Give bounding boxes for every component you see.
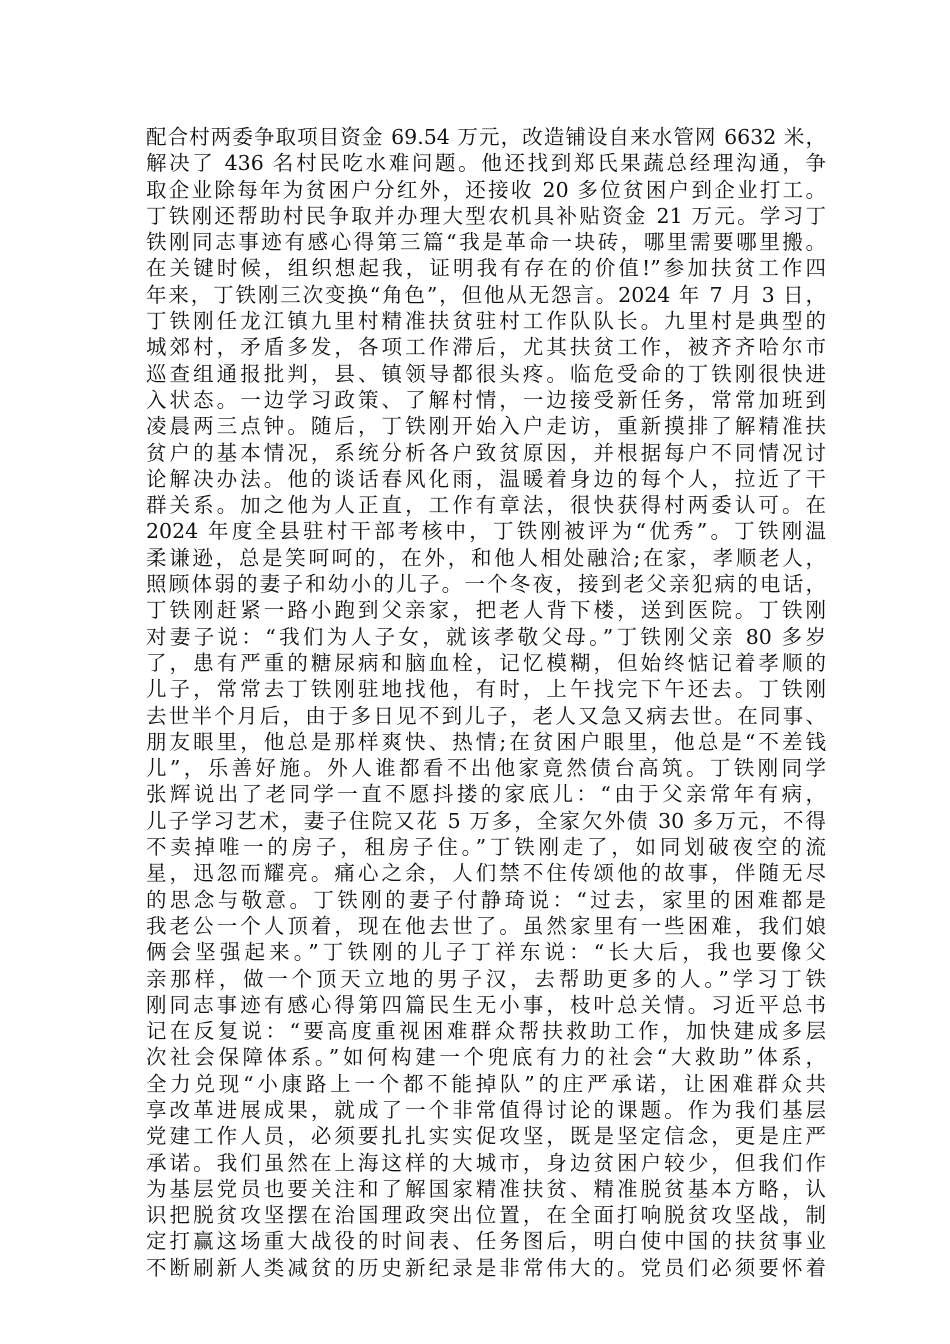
- text-line: 不卖掉唯一的房子，租房子住。”丁铁刚走了，如同划破夜空的流: [146, 835, 826, 860]
- text-line: 巡查组通报批判，县、镇领导都很头疼。临危受命的丁铁刚很快进: [146, 361, 826, 386]
- text-line: 解决了 436 名村民吃水难问题。他还找到郑氏果蔬总经理沟通，争: [146, 151, 826, 176]
- text-line: 为基层党员也要关注和了解国家精准扶贫、精准脱贫基本方略，认: [146, 1176, 826, 1201]
- text-line: 次社会保障体系。”如何构建一个兜底有力的社会“大救助”体系，: [146, 1045, 826, 1070]
- text-line: 儿子学习艺术，妻子住院又花 5 万多，全家欠外债 30 多万元，不得: [146, 808, 826, 833]
- text-line: 的思念与敬意。丁铁刚的妻子付静琦说：“过去，家里的困难都是: [146, 887, 826, 912]
- text-line: 张辉说出了老同学一直不愿抖搂的家底儿：“由于父亲常年有病，: [146, 782, 826, 807]
- text-line: 亲那样，做一个顶天立地的男子汉，去帮助更多的人。”学习丁铁: [146, 966, 826, 991]
- text-line: 党建工作人员，必须要扎扎实实促攻坚，既是坚定信念，更是庄严: [146, 1124, 826, 1149]
- body-text: [146, 124, 826, 1281]
- text-line: 朋友眼里，他总是那样爽快、热情;在贫困户眼里，他总是“不差钱: [146, 729, 826, 754]
- text-line: 铁刚同志事迹有感心得第三篇“我是革命一块砖，哪里需要哪里搬。: [146, 230, 826, 255]
- text-line: 不断刷新人类减贫的历史新纪录是非常伟大的。党员们必须要怀着: [146, 1255, 826, 1280]
- text-line: 定打赢这场重大战役的时间表、任务图后，明白使中国的扶贫事业: [146, 1229, 826, 1254]
- text-line: 我老公一个人顶着，现在他去世了。虽然家里有一些困难，我们娘: [146, 913, 826, 938]
- text-line: 儿子，常常去丁铁刚驻地找他，有时，上午找完下午还去。丁铁刚: [146, 677, 826, 702]
- text-line: 城郊村，矛盾多发，各项工作滞后，尤其扶贫工作，被齐齐哈尔市: [146, 335, 826, 360]
- text-line: 年来，丁铁刚三次变换“角色”，但他从无怨言。2024 年 7 月 3 日，: [146, 282, 826, 307]
- text-line: 刚同志事迹有感心得第四篇民生无小事，枝叶总关情。习近平总书: [146, 992, 826, 1017]
- text-line: 入状态。一边学习政策、了解村情，一边接受新任务，常常加班到: [146, 387, 826, 412]
- text-line: 承诺。我们虽然在上海这样的大城市，身边贫困户较少，但我们作: [146, 1150, 826, 1175]
- text-line: 丁铁刚还帮助村民争取并办理大型农机具补贴资金 21 万元。学习丁: [146, 203, 826, 228]
- text-line: 凌晨两三点钟。随后，丁铁刚开始入户走访，重新摸排了解精准扶: [146, 414, 826, 439]
- text-line: 贫户的基本情况，系统分析各户致贫原因，并根据每户不同情况讨: [146, 440, 826, 465]
- text-line: 配合村两委争取项目资金 69.54 万元，改造铺设自来水管网 6632 米，: [146, 125, 826, 149]
- text-line: 全力兑现“小康路上一个都不能掉队”的庄严承诺，让困难群众共: [146, 1071, 826, 1096]
- text-line: 群关系。加之他为人正直，工作有章法，很快获得村两委认可。在: [146, 493, 826, 518]
- text-line: 识把脱贫攻坚摆在治国理政突出位置，在全面打响脱贫攻坚战，制: [146, 1203, 826, 1228]
- text-line: 星，迅忽而耀亮。痛心之余，人们禁不住传颂他的故事，伴随无尽: [146, 861, 826, 886]
- text-line: 对妻子说：“我们为人子女，就该孝敬父母。”丁铁刚父亲 80 多岁: [146, 624, 826, 649]
- text-line: 在关键时候，组织想起我，证明我有存在的价值!”参加扶贫工作四: [146, 256, 826, 281]
- text-line: 柔谦逊，总是笑呵呵的，在外，和他人相处融洽;在家，孝顺老人，: [146, 545, 826, 570]
- text-line: 去世半个月后，由于多日见不到儿子，老人又急又病去世。在同事、: [146, 703, 826, 728]
- text-line: 丁铁刚任龙江镇九里村精准扶贫驻村工作队队长。九里村是典型的: [146, 309, 826, 334]
- text-line: 享改革进展成果，就成了一个非常值得讨论的课题。作为我们基层: [146, 1097, 826, 1122]
- text-line: 俩会坚强起来。”丁铁刚的儿子丁祥东说：“长大后，我也要像父: [146, 940, 826, 965]
- text-line: 取企业除每年为贫困户分红外，还接收 20 多位贫困户到企业打工。: [146, 177, 826, 202]
- text-line: 论解决办法。他的谈话春风化雨，温暖着身边的每个人，拉近了干: [146, 466, 826, 491]
- text-line: 丁铁刚赶紧一路小跑到父亲家，把老人背下楼，送到医院。丁铁刚: [146, 598, 826, 623]
- text-line: 了，患有严重的糖尿病和脑血栓，记忆模糊，但始终惦记着孝顺的: [146, 650, 826, 675]
- text-line: 照顾体弱的妻子和幼小的儿子。一个冬夜，接到老父亲犯病的电话，: [146, 572, 826, 597]
- text-line: 儿”，乐善好施。外人谁都看不出他家竟然债台高筑。丁铁刚同学: [146, 756, 826, 781]
- text-line: 记在反复说：“要高度重视困难群众帮扶救助工作，加快建成多层: [146, 1019, 826, 1044]
- text-line: 2024 年度全县驻村干部考核中，丁铁刚被评为“优秀”。丁铁刚温: [146, 519, 826, 544]
